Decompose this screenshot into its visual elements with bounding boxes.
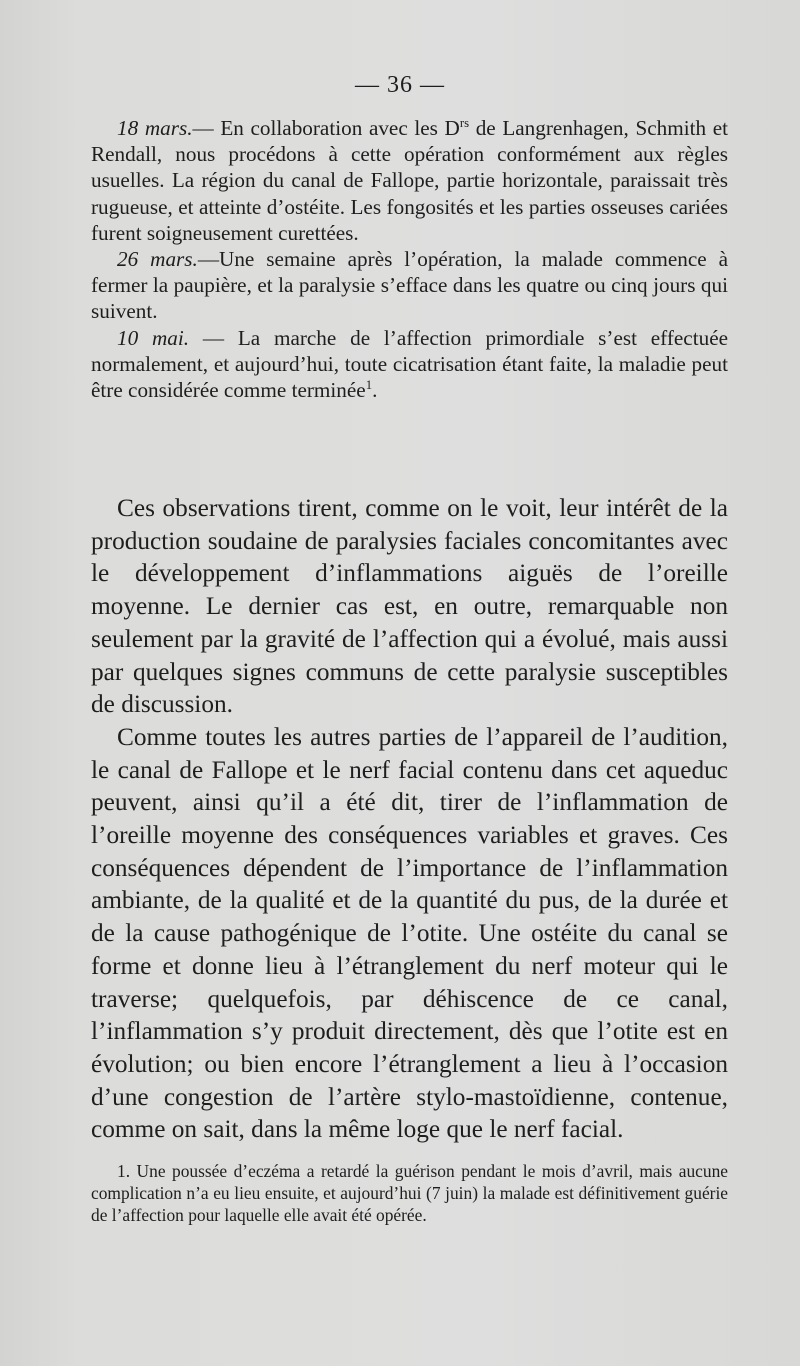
observation-entry xyxy=(91,115,728,246)
footnote xyxy=(91,1161,728,1226)
observation-entry xyxy=(91,246,728,325)
observation-date: 26 mars. xyxy=(117,247,198,272)
observation-log xyxy=(91,115,728,403)
observation-text: —Une semaine après l’opération, la malade commence à fermer la paupière, et la paralysie s’efface dans les quatre ou cinq jours qui suivent. xyxy=(91,247,728,324)
observation-text-end: . xyxy=(372,378,378,403)
observation-date: 18 mars. xyxy=(117,116,193,140)
observation-text: — La marche de l’affection primordiale s’est effectuée normalement, et aujourd’hui, toute cicatrisation étant faite, la maladie peut être considérée comme terminée xyxy=(91,325,729,403)
footnote-marker: 1. xyxy=(117,1161,131,1181)
observation-text: — En collaboration avec les D xyxy=(192,116,460,140)
footnote-text: Une poussée d’eczéma a retardé la guérison pendant le mois d’avril, mais aucune complication n’a eu lieu ensuite, et aujourd’hui (7 juin) la malade est définitivement guérie de l’affection pour laquelle elle avait été opérée. xyxy=(91,1161,728,1225)
footnote-reference: 1 xyxy=(365,377,373,392)
paragraph: Comme toutes les autres parties de l’appareil de l’audition, le canal de Fallope et le nerf facial contenu dans cet aqueduc peuvent, ainsi qu’il a été dit, tirer de l’inflammation de l’oreille moyenne des conséquences variables et graves. Ces conséquences dépendent de l’importance de l’inflammation ambiante, de la qualité et de la quantité du pus, de la durée et de la cause pathogénique de l’otite. Une ostéite du canal se forme et donne lieu à l’étranglement du nerf moteur qui le traverse; quelquefois, par déhiscence de ce canal, l’inflammation s’y produit directement, dès que l’otite est en évolution; ou bien encore l’étranglement a lieu à l’occasion d’une congestion de l’artère stylo-mastoïdienne, contenue, comme on sait, dans la même loge que le nerf facial. xyxy=(91,722,728,1144)
paragraph: Ces observations tirent, comme on le voit, leur intérêt de la production soudaine de paralysies faciales concomitantes avec le développement d’inflammations aiguës de l’oreille moyenne. Le dernier cas est, en outre, remarquable non seulement par la gravité de l’affection qui a évolué, mais aussi par quelques signes communs de cette paralysie susceptibles de discussion. xyxy=(91,494,728,719)
superscript: rs xyxy=(459,115,470,130)
page-number: — 36 — xyxy=(355,72,445,98)
main-text xyxy=(91,492,728,1146)
observation-text-continued: de Langrenhagen, Schmith et Rendall, nous procédons à cette opération conformément aux règles usuelles. La région du canal de Fallope, partie horizontale, paraissait très rugueuse, et atteinte d’ostéite. Les fongosités et les parties osseuses cariées furent soigneusement curettées. xyxy=(91,116,729,245)
observation-date: 10 mai. xyxy=(117,325,190,350)
observation-entry xyxy=(91,325,728,404)
